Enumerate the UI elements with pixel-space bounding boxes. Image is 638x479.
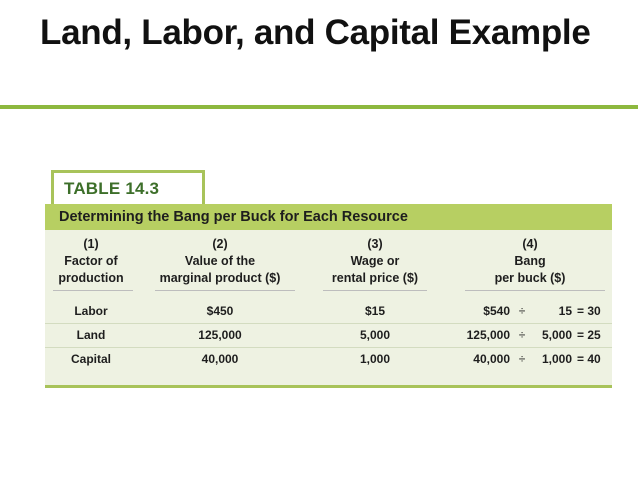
column-number: (3) <box>367 237 383 251</box>
table-number-tab: TABLE 14.3 <box>51 170 205 204</box>
divide-sign: ÷ <box>518 352 526 366</box>
column-header: Value of the <box>184 254 256 268</box>
header-underline <box>323 290 427 291</box>
table-cell-factor: Labor <box>74 304 108 318</box>
column-number: (1) <box>83 237 99 251</box>
bang-result: = 40 <box>577 352 601 366</box>
bang-denominator: 15 <box>558 304 572 318</box>
column-number: (4) <box>522 237 538 251</box>
row-divider <box>45 347 612 348</box>
divide-sign: ÷ <box>518 304 526 318</box>
table-bottom-rule <box>45 385 612 388</box>
table-cell-price: 1,000 <box>359 352 391 366</box>
bang-denominator: 1,000 <box>541 352 572 366</box>
title-divider <box>0 105 638 109</box>
table-cell-factor: Capital <box>70 352 111 366</box>
column-header: marginal product ($) <box>159 271 281 285</box>
slide-title: Land, Labor, and Capital Example <box>40 13 591 52</box>
header-underline <box>465 290 605 291</box>
table-cell-factor: Land <box>76 328 106 342</box>
column-header: Wage or <box>350 254 400 268</box>
table-cell-vmp: 125,000 <box>198 328 242 342</box>
table-caption: Determining the Bang per Buck for Each Resource <box>45 204 612 230</box>
bang-result: = 30 <box>577 304 601 318</box>
bang-denominator: 5,000 <box>541 328 572 342</box>
header-underline <box>53 290 133 291</box>
divide-sign: ÷ <box>518 328 526 342</box>
bang-numerator: $540 <box>483 304 510 318</box>
column-header: production <box>58 271 124 285</box>
table-cell-price: $15 <box>364 304 386 318</box>
row-divider <box>45 323 612 324</box>
table-cell-vmp: $450 <box>206 304 234 318</box>
column-header: rental price ($) <box>331 271 419 285</box>
column-header: Factor of <box>64 254 118 268</box>
column-number: (2) <box>212 237 228 251</box>
column-header: Bang <box>514 254 546 268</box>
bang-numerator: 40,000 <box>473 352 510 366</box>
column-header: per buck ($) <box>494 271 566 285</box>
table-cell-price: 5,000 <box>359 328 391 342</box>
table-cell-vmp: 40,000 <box>201 352 239 366</box>
bang-result: = 25 <box>577 328 601 342</box>
bang-numerator: 125,000 <box>466 328 510 342</box>
data-table <box>45 170 612 392</box>
header-underline <box>155 290 295 291</box>
